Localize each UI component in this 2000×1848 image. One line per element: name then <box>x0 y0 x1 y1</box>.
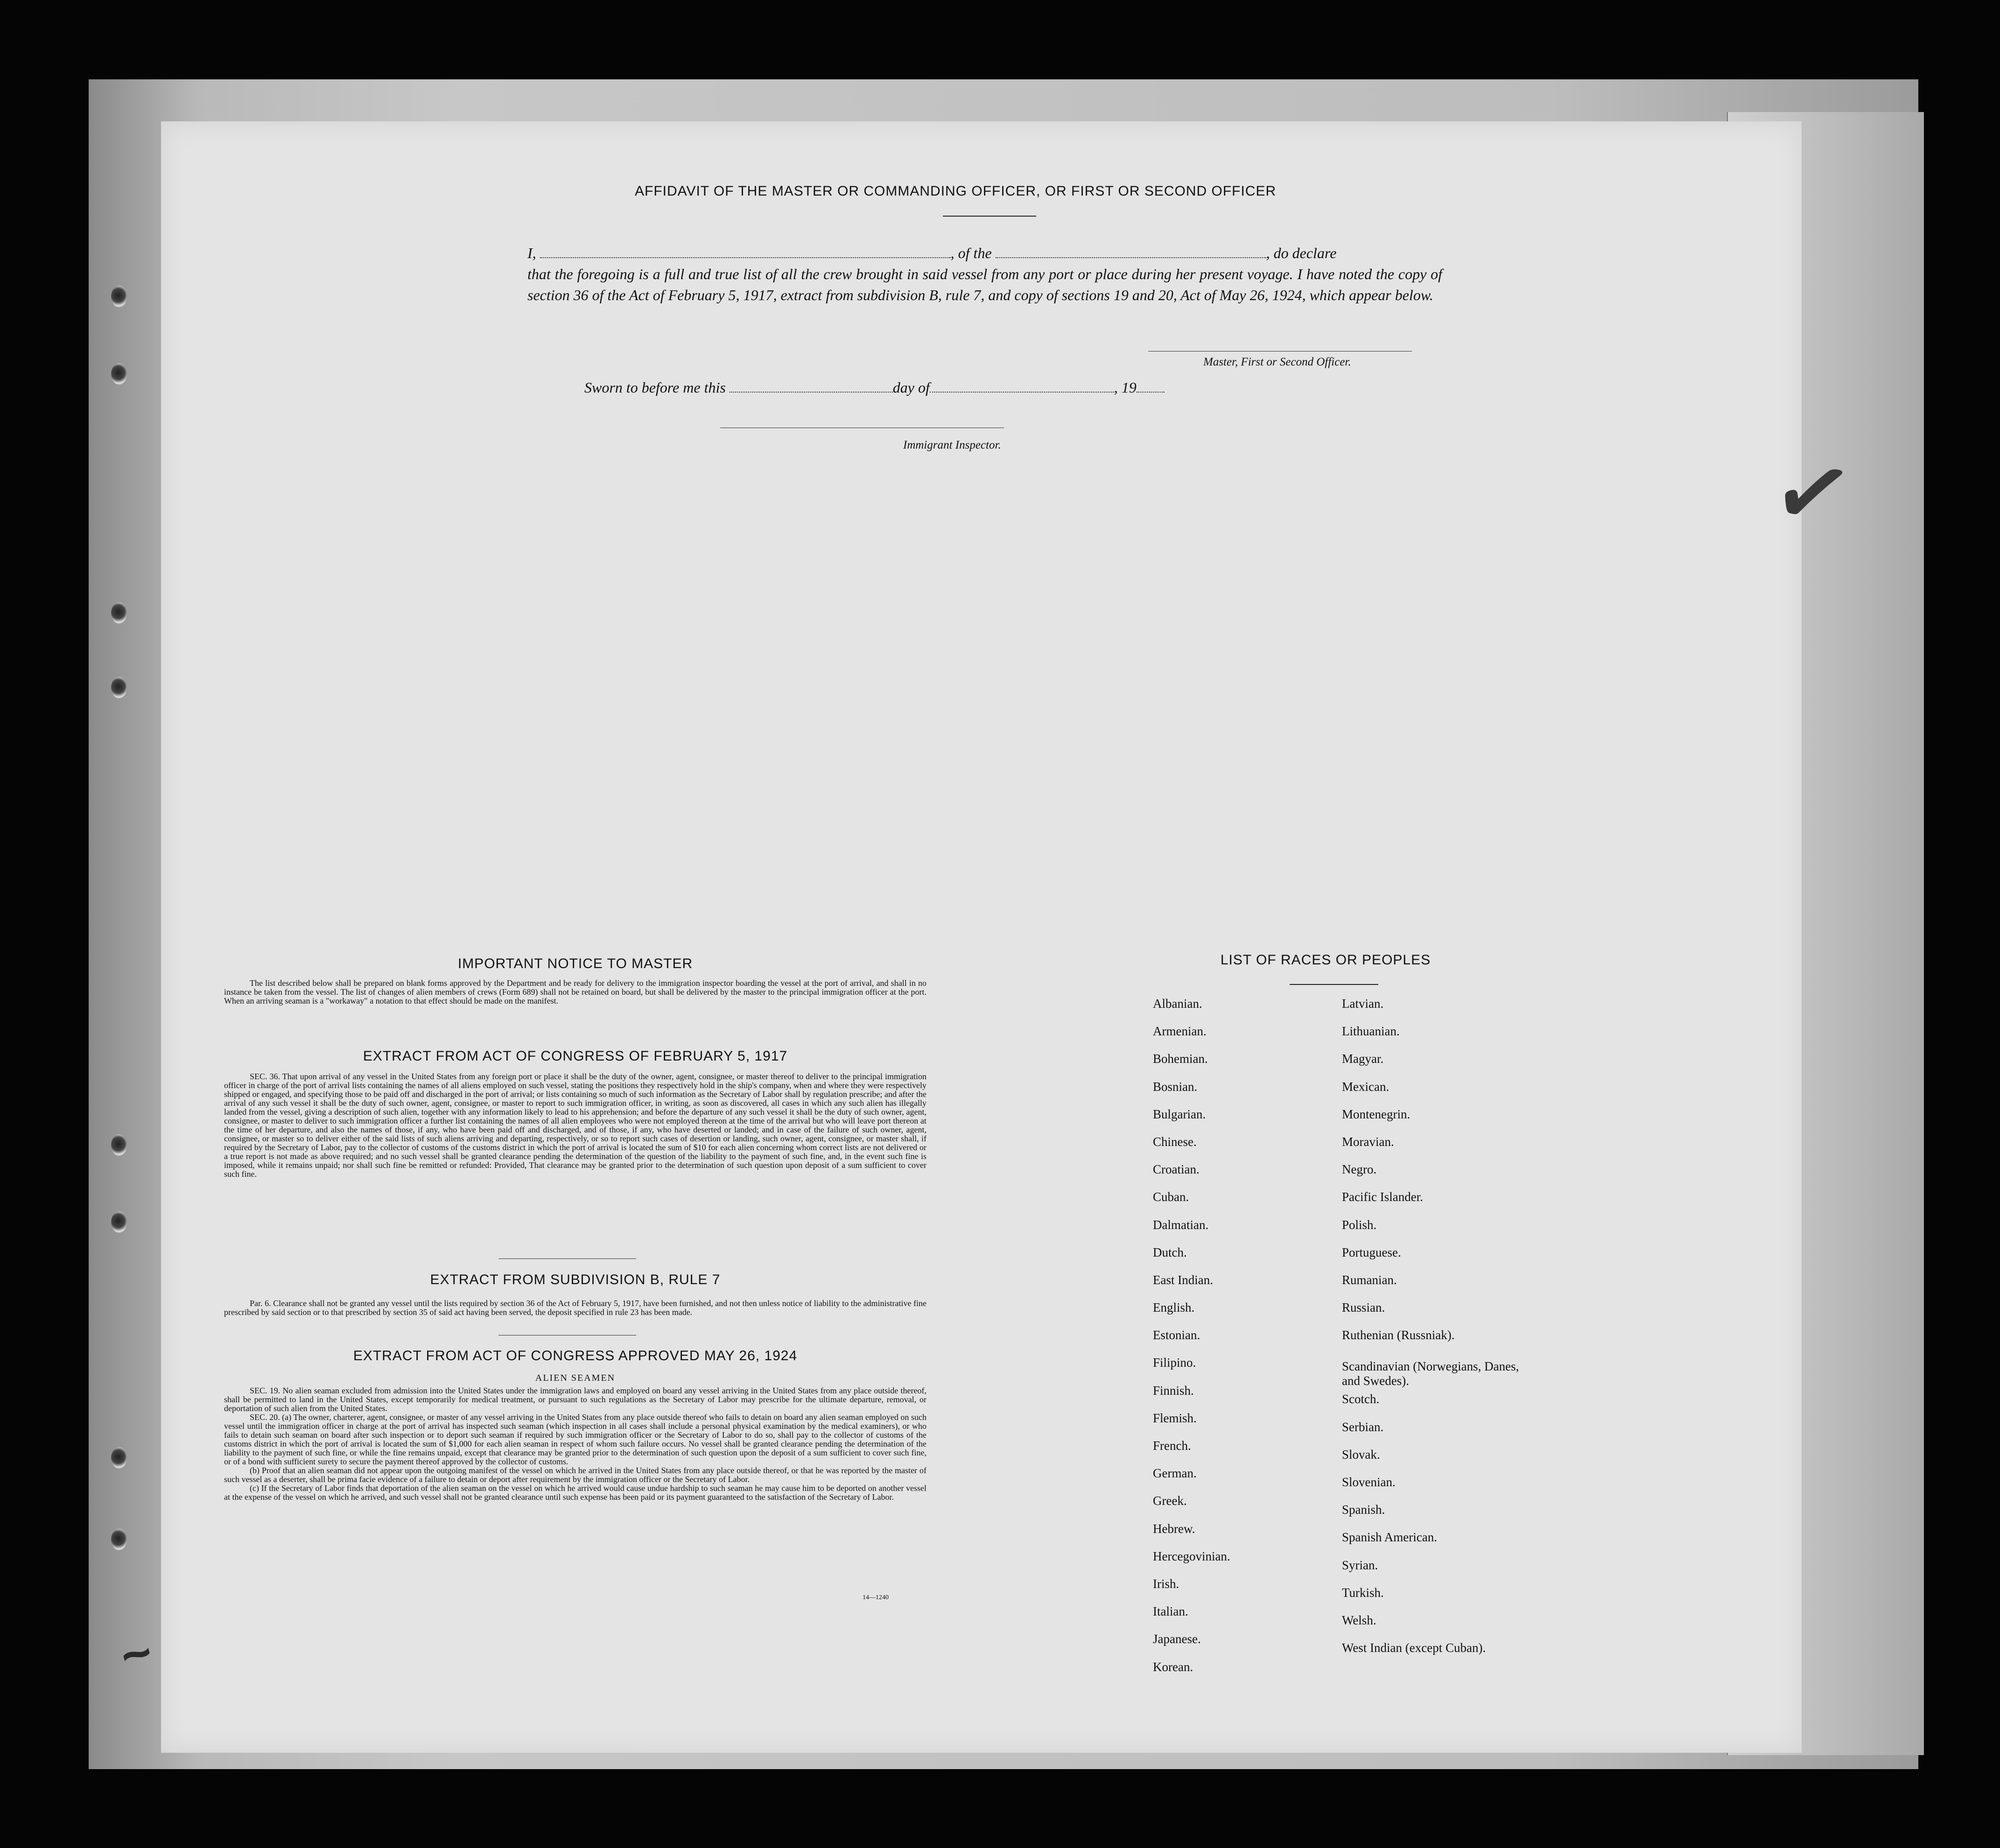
affidavit-of-the: , of the <box>950 245 992 261</box>
race-item: Welsh. <box>1342 1613 1376 1627</box>
day-of-text: day of <box>892 379 930 396</box>
form-number: 14—1240 <box>863 1594 889 1601</box>
sworn-text: Sworn to before me this <box>584 379 726 396</box>
race-item: Bulgarian. <box>1153 1107 1206 1121</box>
race-item: Serbian. <box>1342 1419 1384 1434</box>
notice-paragraph: The list described below shall be prepared on blank forms approved by the Department and be ready for delivery to the immigration inspector boarding the vessel at the port of arrival, and shall in no instance be taken from the vessel. The list of changes of alien members of crews (Form 689) shall not be retained on board, but shall be delivered by the master to the principal immigration officer at the port. When an arriving seaman is a "workaway" a notation to that effect should be made on the manifest. <box>224 978 926 1005</box>
race-item: Montenegrin. <box>1342 1107 1411 1121</box>
divider <box>498 1258 636 1259</box>
race-item: Finnish. <box>1153 1383 1194 1398</box>
sec36-paragraph: SEC. 36. That upon arrival of any vessel in the United States from any foreign port or place it shall be the duty of the owner, agent, consignee, or master thereof to deliver to the principal immigration officer in charge of the port of arrival lists containing the names of all aliens employed on such vessel, stating the positions they respectively hold in the ship's company, when and where they were respectively shipped or engaged, and specifying those to be paid off and discharged in the port of arrival; or lists containing so much of such information as the Secretary of Labor shall by regulation prescribe; and after the arrival of any such vessel it shall be the duty of such owner, agent, consignee, or master to report to such immigration officer, in writing, as soon as discovered, all cases in which any such alien has illegally landed from the vessel, giving a description of such alien, together with any information likely to lead to his apprehension; and before the departure of any such vessel it shall be the duty of such owner, agent, consignee, or master to deliver to such immigration officer a further list containing the names of all alien employees who were not employed thereon at the time of the arrival but who will leave port thereon at the time of her departure, and also the names of those, if any, who have been paid off and discharged, and of those, if any, who have deserted or landed; and in case of the failure of such owner, agent, consignee, or master so to deliver either of the said lists of such aliens arriving and departing, respectively, or so to report such cases of desertion or landing, such owner, agent, consignee, or master shall, if required by the Secretary of Labor, pay to the collector of customs of the customs district in which the port of arrival is located the sum of $10 for each alien concerning whom correct lists are not delivered or a true report is not made as above required; and no such vessel shall be granted clearance pending the determination of the question of the liability to the payment of such fine, and, in the event such fine is imposed, while it remains unpaid; nor shall such fine be remitted or refunded: Provided, That clearance may be granted prior to the determination of such question upon deposit of a sum sufficient to cover such fine. <box>224 1072 926 1179</box>
race-item: Hebrew. <box>1153 1521 1195 1536</box>
race-item: Greek. <box>1153 1494 1187 1508</box>
race-item: Croatian. <box>1153 1162 1200 1177</box>
extract3-body <box>224 1374 926 1502</box>
affidavit-body: that the foregoing is a full and true list of all the crew brought in said vessel from any port or place during her present voyage. I have noted the copy of section 36 of the Act of February 5, 1917, extract from subdivision B, rule 7, and copy of sections 19 and 20, Act of May 26, 1924, which appear below. <box>527 266 1442 303</box>
race-item: Mexican. <box>1342 1079 1389 1094</box>
race-item: Scotch. <box>1342 1392 1380 1406</box>
race-item: Korean. <box>1153 1659 1193 1674</box>
extract1-title: EXTRACT FROM ACT OF CONGRESS OF FEBRUARY 5, 1917 <box>363 1048 788 1064</box>
race-item: Slovak. <box>1342 1447 1380 1462</box>
binder-hole <box>111 602 127 624</box>
divider <box>1290 984 1378 985</box>
race-item: Bohemian. <box>1153 1052 1208 1066</box>
race-item: Chinese. <box>1153 1134 1197 1149</box>
race-item: East Indian. <box>1153 1272 1213 1287</box>
race-item: Spanish American. <box>1342 1530 1437 1545</box>
races-left-column <box>1153 997 1230 1687</box>
race-item: Cuban. <box>1153 1190 1189 1204</box>
notice-title: IMPORTANT NOTICE TO MASTER <box>457 956 693 971</box>
race-item: German. <box>1153 1466 1197 1481</box>
race-item: Hercegovinian. <box>1153 1549 1230 1563</box>
race-item: Moravian. <box>1342 1134 1394 1149</box>
race-item: Syrian. <box>1342 1558 1378 1572</box>
par6-paragraph: Par. 6. Clearance shall not be granted any vessel until the lists required by section 36 of the Act of February 5, 1917, have been furnished, and not then unless notice of liability to the administrative fine prescribed by said section or to that prescribed by section 35 of said act having been served, the deposit specified in rule 23 has been made. <box>224 1299 926 1317</box>
race-item: English. <box>1153 1300 1195 1315</box>
affidavit-title: AFFIDAVIT OF THE MASTER OR COMMANDING OFFICER, OR FIRST OR SECOND OFFICER <box>635 183 1277 199</box>
race-item: Filipino. <box>1153 1356 1196 1370</box>
binder-hole <box>111 1134 127 1156</box>
vessel-blank <box>996 246 1266 258</box>
affidavit-line1 <box>527 243 1442 264</box>
divider <box>943 216 1036 217</box>
race-item: Bosnian. <box>1153 1079 1198 1094</box>
race-item: Ruthenian (Russniak). <box>1342 1328 1455 1342</box>
sec20a-paragraph: SEC. 20. (a) The owner, charterer, agent, consignee, or master of any vessel arriving in the United States from any place outside thereof who fails to detain on board any alien seaman employed on such vessel until the immigration officer in charge at the port of arrival has inspected such seaman (which inspection in all cases shall include a personal physical examination by the medical examiners), or who fails to detain such seaman on board after such inspection or to deport such seaman if required by such immigration officer or the Secretary of Labor to do so, shall pay to the collector of customs of the customs district in which the port of arrival is located the sum of $1,000 for each alien seaman in respect of whom such failure occurs. No vessel shall be granted clearance pending the determination of the liability to the payment of such fine, or while the fine remains unpaid, except that clearance may be granted prior to the determination of such question upon the deposit of a sum sufficient to cover such fine, or of a bond with sufficient surety to secure the payment thereof approved by the collector of customs. <box>224 1412 926 1466</box>
race-item: Irish. <box>1153 1576 1179 1591</box>
race-item: Latvian. <box>1342 997 1384 1011</box>
race-item: Russian. <box>1342 1300 1385 1315</box>
race-item: Scandinavian (Norwegians, Danes, and Swedes). <box>1342 1359 1519 1388</box>
binder-hole <box>111 363 127 385</box>
extract2-title: EXTRACT FROM SUBDIVISION B, RULE 7 <box>430 1272 721 1287</box>
affidavit-do-declare: , do declare <box>1266 245 1337 261</box>
race-item: Lithuanian. <box>1342 1024 1400 1039</box>
sworn-month-blank <box>930 380 1114 393</box>
race-item: Armenian. <box>1153 1024 1207 1039</box>
race-item: Spanish. <box>1342 1503 1385 1517</box>
notice-body <box>224 979 926 1005</box>
races-right-column <box>1342 997 1519 1668</box>
race-item: Flemish. <box>1153 1411 1197 1425</box>
binder-hole <box>111 1529 127 1550</box>
affidavit-text <box>527 243 1442 306</box>
handwritten-mark: ~ <box>114 1622 159 1686</box>
sworn-day-blank <box>730 380 893 393</box>
master-label: Master, First or Second Officer. <box>1203 356 1351 368</box>
extract1-body <box>224 1072 926 1179</box>
race-item: Magyar. <box>1342 1052 1384 1066</box>
race-item: Negro. <box>1342 1162 1377 1177</box>
race-item: Japanese. <box>1153 1632 1201 1646</box>
sworn-line <box>584 377 1284 398</box>
binder-hole <box>111 1211 127 1233</box>
race-item: Dutch. <box>1153 1245 1187 1259</box>
race-item: West Indian (except Cuban). <box>1342 1641 1486 1655</box>
race-item: Dalmatian. <box>1153 1217 1209 1232</box>
binder-hole <box>111 677 127 698</box>
alien-seamen-subtitle: ALIEN SEAMEN <box>535 1373 616 1383</box>
race-item: Slovenian. <box>1342 1475 1396 1489</box>
handwritten-mark: ✓ <box>1763 434 1862 552</box>
race-item: Pacific Islander. <box>1342 1190 1423 1204</box>
document-page <box>161 121 1802 1753</box>
sec20b-paragraph: (b) Proof that an alien seaman did not appear upon the outgoing manifest of the vessel on which he arrived in the United States from any place outside thereof, or that he was reported by the master of such vessel as a deserter, shall be prima facie evidence of a failure to detain or deport after requirement by the immigration officer or the Secretary of Labor. <box>224 1466 926 1484</box>
binder-hole <box>111 1447 127 1469</box>
affidavit-i: I, <box>527 245 536 261</box>
binder-hole <box>111 286 127 307</box>
race-item: Portuguese. <box>1342 1245 1401 1259</box>
race-item: French. <box>1153 1439 1191 1453</box>
race-item: Estonian. <box>1153 1328 1200 1342</box>
races-title: LIST OF RACES OR PEOPLES <box>1220 952 1431 968</box>
race-item: Polish. <box>1342 1217 1377 1232</box>
inspector-label: Immigrant Inspector. <box>903 439 1001 451</box>
sec20c-paragraph: (c) If the Secretary of Labor finds that deportation of the alien seaman on the vessel on which he arrived would cause undue hardship to such seaman he may cause him to be deported on another vessel at the expense of the vessel on which he arrived, and such vessel shall not be granted clearance until such expense has been paid or its payment guaranteed to the satisfaction of the Secretary of Labor. <box>224 1483 926 1502</box>
sworn-year-blank <box>1137 380 1165 393</box>
race-item: Rumanian. <box>1342 1272 1397 1287</box>
race-item: Italian. <box>1153 1604 1188 1619</box>
race-item: Albanian. <box>1153 997 1202 1011</box>
extract3-title: EXTRACT FROM ACT OF CONGRESS APPROVED MAY 26, 1924 <box>353 1348 798 1363</box>
extract2-body <box>224 1299 926 1317</box>
race-item: Turkish. <box>1342 1585 1384 1600</box>
name-blank <box>540 246 951 258</box>
sec19-paragraph: SEC. 19. No alien seaman excluded from admission into the United States under the immigration laws and employed on board any vessel arriving in the United States from any place outside thereof, shall be permitted to land in the United States, except temporarily for medical treatment, or pursuant to such regulations as the Secretary of Labor may prescribe for the ultimate departure, removal, or deportation of such alien from the United States. <box>224 1386 926 1413</box>
year-text: , 19 <box>1114 379 1137 396</box>
